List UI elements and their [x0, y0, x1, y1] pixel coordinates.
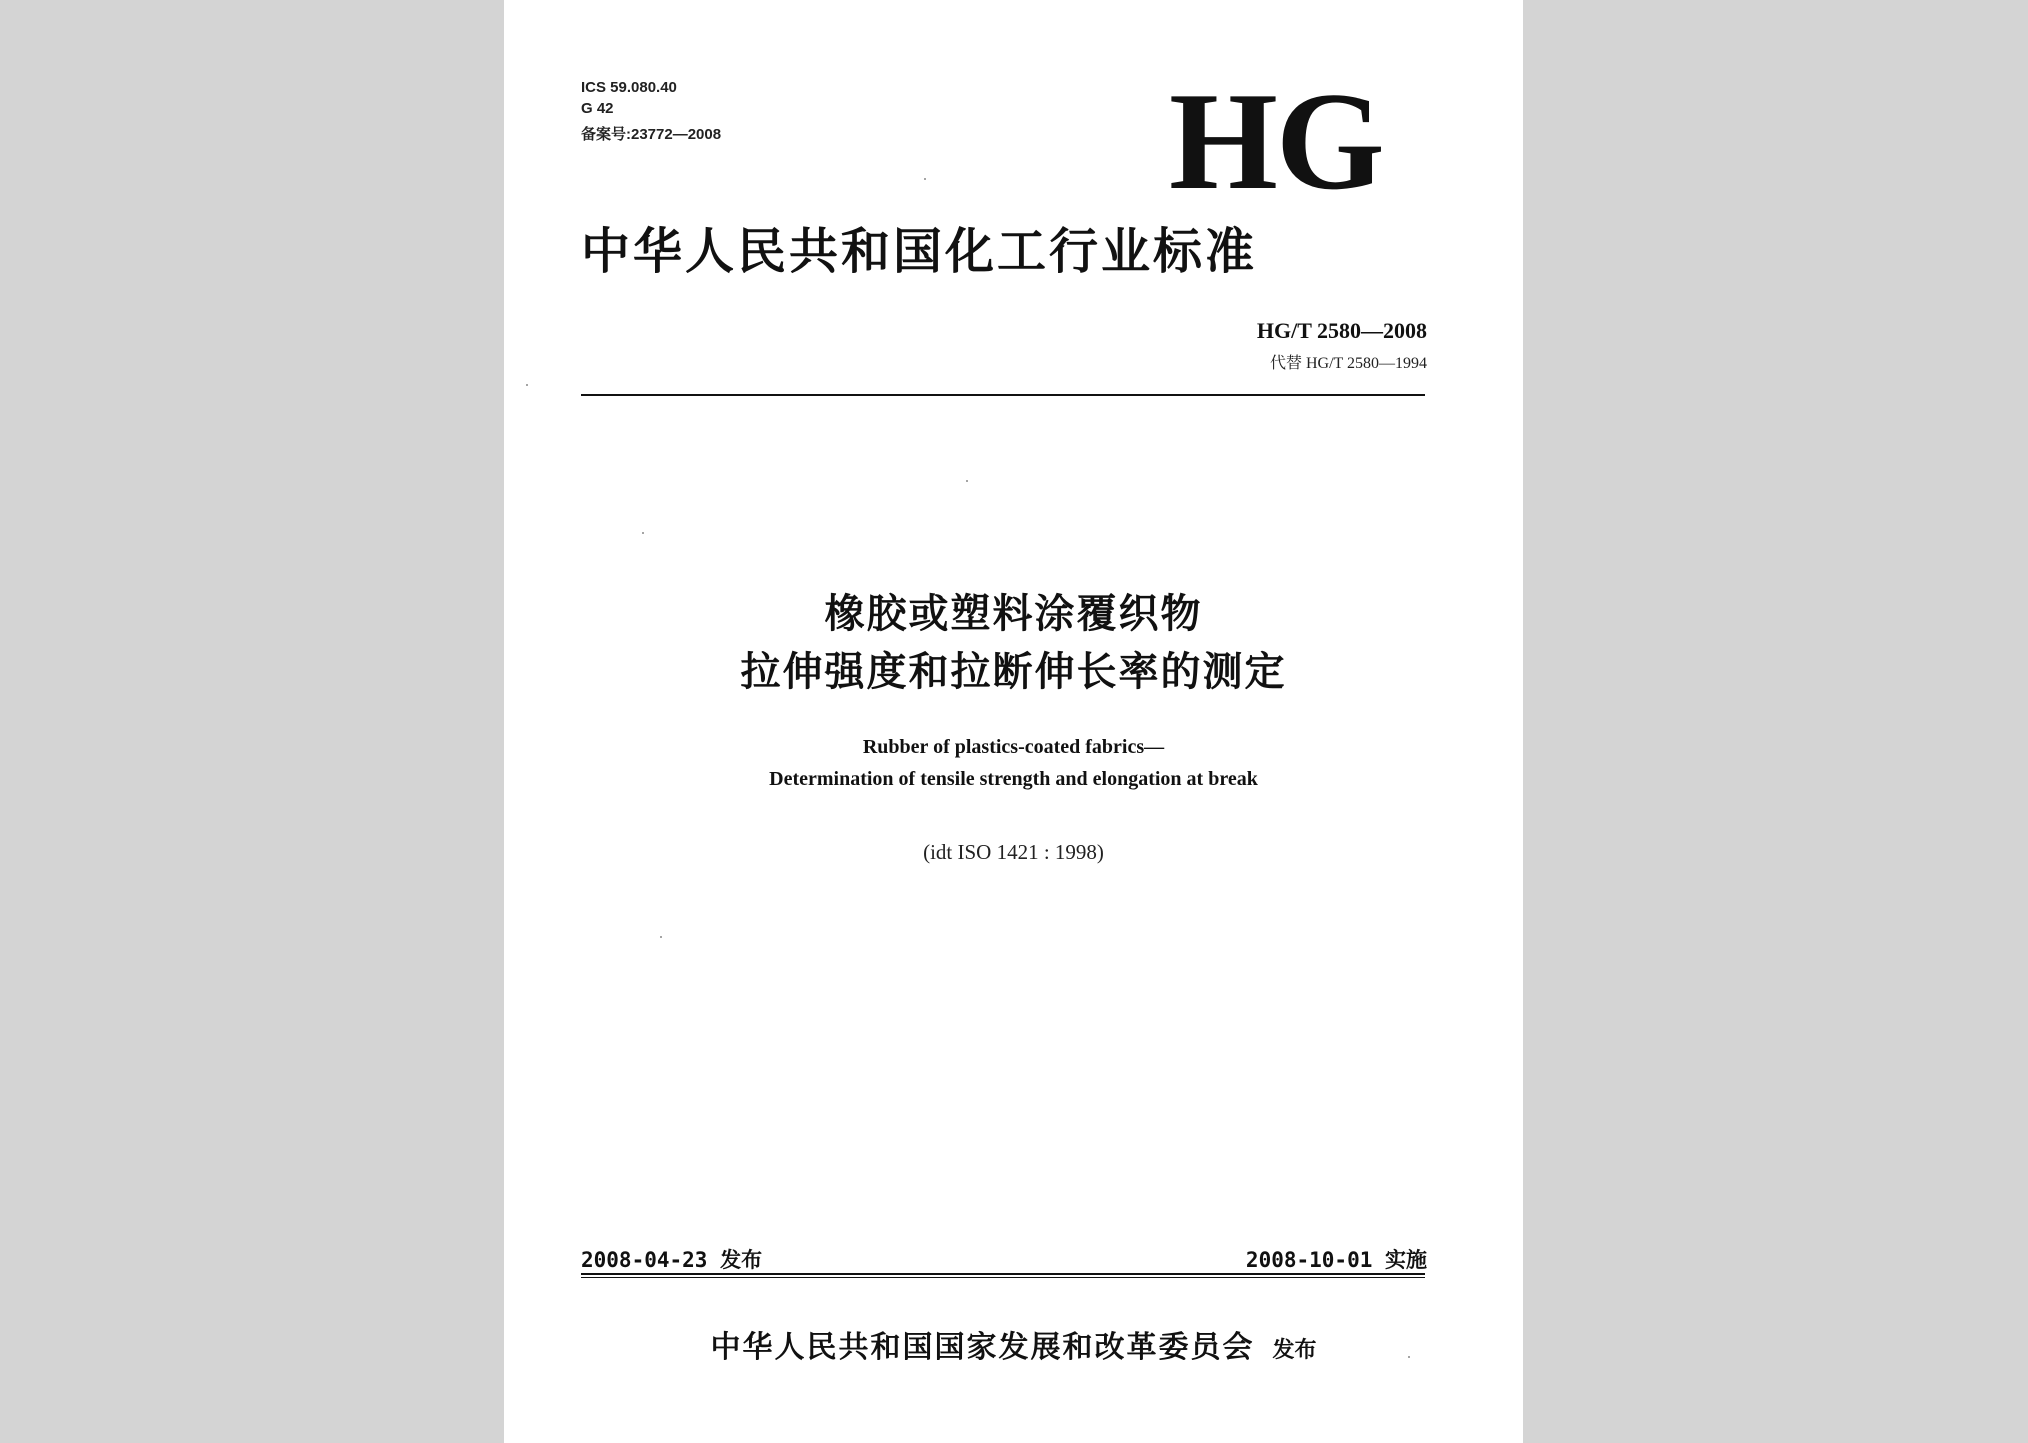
footer-divider — [581, 1273, 1425, 1275]
implementation-date: 2008-10-01 实施 — [1245, 1248, 1427, 1272]
scan-speck — [642, 532, 644, 534]
ccs-code: G 42 — [581, 100, 614, 117]
publisher — [504, 1322, 1523, 1366]
scan-speck — [966, 480, 968, 482]
standard-type-title: 中华人民共和国化工行业标准 — [581, 223, 1258, 280]
standard-number: HG/T 2580—2008 — [1256, 318, 1427, 343]
document-page — [504, 0, 1523, 1443]
replaced-standard: 代替 HG/T 2580—1994 — [1269, 355, 1427, 372]
scan-speck — [660, 936, 662, 938]
header-divider — [581, 394, 1425, 396]
hg-logo: HG — [1169, 64, 1383, 219]
record-number: 备案号:23772—2008 — [581, 126, 722, 143]
title-en-line2: Determination of tensile strength and elongation at break — [769, 768, 1258, 790]
title-cn-line2: 拉伸强度和拉断伸长率的测定 — [740, 649, 1287, 695]
ics-code: ICS 59.080.40 — [581, 79, 677, 96]
issue-date: 2008-04-23 发布 — [581, 1248, 763, 1272]
scan-speck — [924, 178, 926, 180]
iso-equivalence: (idt ISO 1421 : 1998) — [923, 840, 1104, 864]
footer-divider-thin — [581, 1277, 1425, 1278]
scan-speck — [1408, 1356, 1410, 1358]
scan-speck — [526, 384, 528, 386]
publisher-name: 中华人民共和国国家发展和改革委员会 — [710, 1330, 1255, 1365]
title-cn-line1: 橡胶或塑料涂覆织物 — [824, 591, 1203, 637]
publisher-suffix: 发布 — [1272, 1338, 1317, 1363]
title-en-line1: Rubber of plastics-coated fabrics— — [862, 736, 1165, 758]
